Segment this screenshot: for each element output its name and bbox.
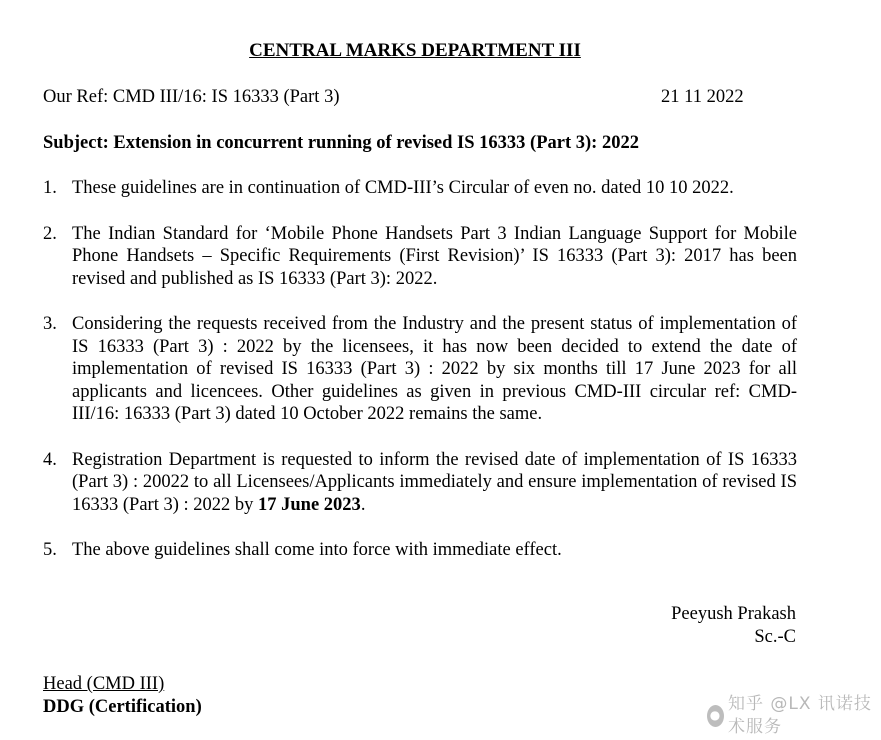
watermark xyxy=(707,693,881,738)
subject-line: Subject: Extension in concurrent running of revised IS 16333 (Part 3): 2022 xyxy=(43,133,639,153)
item-number: 5. xyxy=(43,540,57,560)
item-number: 4. xyxy=(43,449,57,470)
list-item xyxy=(43,539,797,562)
item-text xyxy=(72,449,797,517)
item-number: 2. xyxy=(43,223,57,244)
reference-number: Our Ref: CMD III/16: IS 16333 (Part 3) xyxy=(43,87,340,107)
wechat-badge-icon: ● xyxy=(707,705,724,727)
item-text: The above guidelines shall come into force with immediate effect. xyxy=(72,540,562,560)
watermark-text: 知乎 @LX 讯诺技术服务 xyxy=(728,694,872,737)
list-item xyxy=(43,449,797,517)
item-text: These guidelines are in continuation of CMD-III’s Circular of even no. dated 10 10 2022. xyxy=(72,178,734,198)
item-number: 3. xyxy=(43,314,57,334)
item-text-body: Registration Department is requested to inform the revised date of implementation of IS 16333 (Part 3) : 20022 to all Licensees/Applicants immediately and ensure implementation of revised IS 16333 (Part 3) : 2022 by xyxy=(72,449,797,515)
addressee-head: Head (CMD III) xyxy=(43,674,165,694)
reference-date: 21 11 2022 xyxy=(661,87,744,107)
reference-line xyxy=(43,86,753,109)
addressee-block xyxy=(43,673,202,718)
list-item xyxy=(43,313,797,426)
list-item xyxy=(43,223,797,291)
item-text-tail: . xyxy=(360,494,366,515)
document-heading: CENTRAL MARKS DEPARTMENT III xyxy=(249,40,581,61)
guideline-list xyxy=(43,177,797,585)
item-number: 1. xyxy=(43,178,57,198)
signatory-designation: Sc.-C xyxy=(754,626,796,647)
signature-block xyxy=(671,603,796,648)
addressee-ddg: DDG (Certification) xyxy=(43,696,202,717)
item-text: The Indian Standard for ‘Mobile Phone Handsets Part 3 Indian Language Support for Mobile Phone Handsets – Specific Requirements (First Revision)’ IS 16333 (Part 3): 2017 has been revised and published as IS 16333 (Part 3): 2022. xyxy=(72,223,797,289)
list-item xyxy=(43,177,797,200)
signatory-name: Peeyush Prakash xyxy=(671,604,796,624)
deadline-date: 17 June 2023 xyxy=(258,494,361,515)
item-text: Considering the requests received from the Industry and the present status of implementation of IS 16333 (Part 3) : 2022 by the licensees, it has now been decided to extend the date of implementation of revised IS 16333 (Part 3) : 2022 by six months till 17 June 2023 for all applicants and licencees. Other guidelines as given in previous CMD-III circular ref: CMD-III/16: 16333 (Part 3) dated 10 October 2022 remains the same. xyxy=(72,314,797,424)
